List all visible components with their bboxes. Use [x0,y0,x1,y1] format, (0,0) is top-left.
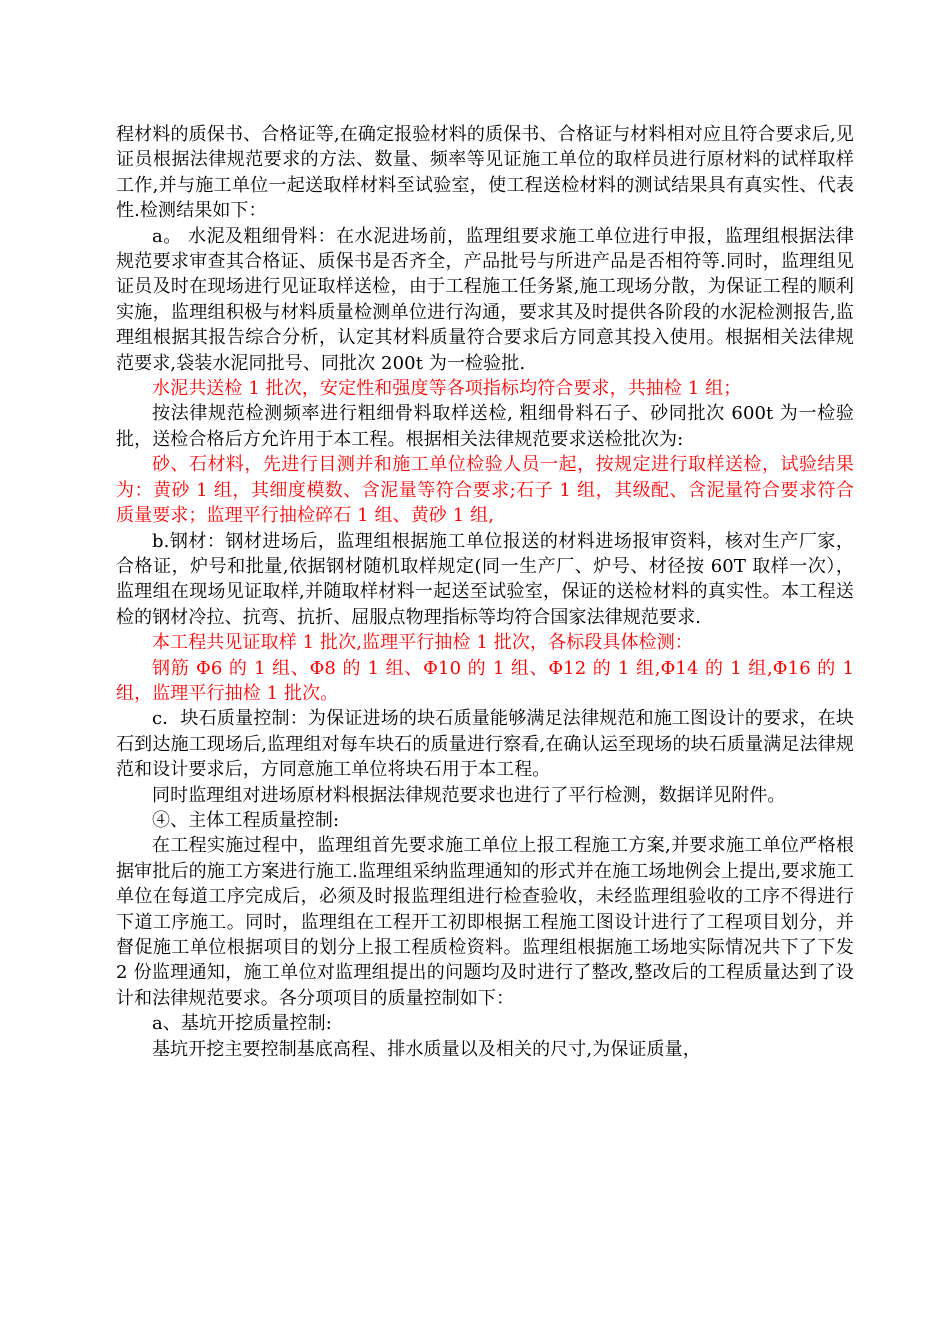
section-heading-foundation-pit: a、基坑开挖质量控制: [152,1013,332,1035]
paragraph-main-works-quality: 在工程实施过程中，监理组首先要求施工单位上报工程施工方案,并要求施工单位严格根据审批后的施工方案进行施工.监理组采纳监理通知的形式并在施工场地例会上提出,要求施工单位在每道工序完成后，必须及时报监理组进行检查验收，未经监理组验收的工序不得进行下道工序施工。同时，监理组在工程开工初即根据工程施工图设计进行了工程项目划分，并督促施工单位根据项目的划分上报工程质检资料。监理组根据施工场地实际情况共下了下发 2 份监理通知，施工单位对监理组提出的问题均及时进行了整改,整改后的工程质量达到了设计和法律规范要求。各分项项目的质量控制如下： [116,835,854,1009]
paragraph-foundation-pit: 基坑开挖主要控制基底高程、排水质量以及相关的尺寸,为保证质量， [152,1038,701,1060]
paragraph-cement-aggregate-control: a。 水泥及粗细骨料：在水泥进场前，监理组要求施工单位进行申报，监理组根据法律规范要求审查其合格证、质保书是否齐全，产品批号与所进产品是否相符等.同时，监理组见证员及时在现场进行见证取样送检，由于工程施工任务紧,施工现场分散，为保证工程的顺利实施，监理组积极与材料质量检测单位进行沟通，要求其及时提供各阶段的水泥检测报告,监理组根据其报告综合分析，认定其材料质量符合要求后方同意其投入使用。根据相关法律规范要求,袋装水泥同批号、同批次 200t 为一检验批. [116,225,854,374]
section-heading-main-works-quality: ④、主体工程质量控制: [152,809,340,831]
paragraph-steel-control: b.钢材：钢材进场后，监理组根据施工单位报送的材料进场报审资料，核对生产厂家，合格证，炉号和批量,依据钢材随机取样规定(同一生产厂、炉号、材径按 60T 取样一次），监理组在现场见证取样,并随取样材料一起送至试验室，保证的送检材料的真实性。本工程送检的钢材冷拉、抗弯、抗折、屈服点物理指标等均符合国家法律规范要求. [116,530,854,628]
paragraph-steel-sampling-count: 本工程共见证取样 1 批次,监理平行抽检 1 批次，各标段具体检测： [152,632,693,654]
paragraph-cement-test-result: 水泥共送检 1 批次，安定性和强度等各项指标均符合要求，共抽检 1 组； [152,378,742,400]
paragraph-block-stone-control: c．块石质量控制：为保证进场的块石质量能够满足法律规范和施工图设计的要求，在块石到达施工现场后,监理组对每车块石的质量进行察看,在确认运至现场的块石质量满足法律规范和设计要求后，方同意施工单位将块石用于本工程。 [116,708,854,781]
document-page [116,122,854,1062]
paragraph-aggregate-sampling-frequency: 按法律规范检测频率进行粗细骨料取样送检, 粗细骨料石子、砂同批次 600t 为一检验批，送检合格后方允许用于本工程。根据相关法律规范要求送检批次为: [116,403,854,450]
paragraph-parallel-testing: 同时监理组对进场原材料根据法律规范要求也进行了平行检测，数据详见附件。 [152,784,786,806]
paragraph-sand-stone-test-result: 砂、石材料，先进行目测并和施工单位检验人员一起，按规定进行取样送检，试验结果为：黄砂 1 组，其细度模数、含泥量等符合要求;石子 1 组，其级配、含泥量符合要求符合质量要求；监理平行抽检碎石 1 组、黄砂 1 组, [116,454,854,527]
paragraph-material-witness-sampling: 程材料的质保书、合格证等,在确定报验材料的质保书、合格证与材料相对应且符合要求后,见证员根据法律规范要求的方法、数量、频率等见证施工单位的取样员进行原材料的试样取样工作,并与施工单位一起送取样材料至试验室，使工程送检材料的测试结果具有真实性、代表性.检测结果如下： [116,124,854,222]
paragraph-rebar-test-result: 钢筋 Φ6 的 1 组、Φ8 的 1 组、Φ10 的 1 组、Φ12 的 1 组,Φ14 的 1 组,Φ16 的 1 组，监理平行抽检 1 批次。 [116,657,854,704]
